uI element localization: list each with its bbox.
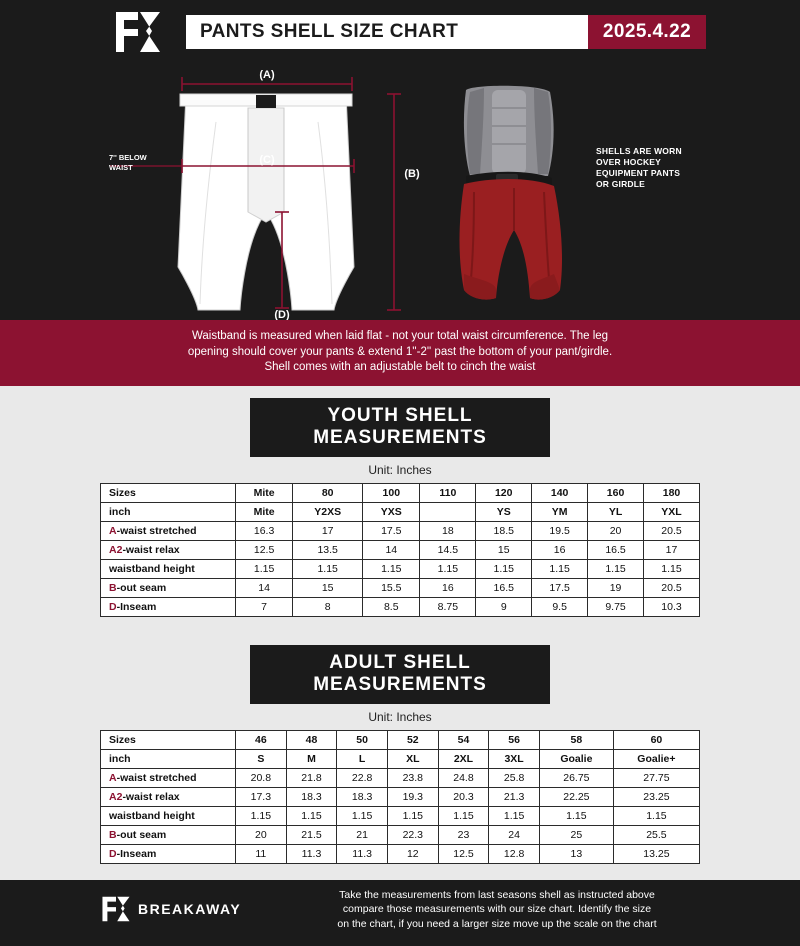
table-cell: 9.75 bbox=[588, 597, 644, 616]
table-cell: 14 bbox=[363, 540, 420, 559]
header bbox=[0, 0, 800, 62]
table-cell: 52 bbox=[387, 730, 438, 749]
table-cell: 25.8 bbox=[489, 768, 540, 787]
table-cell bbox=[420, 502, 476, 521]
row-label: Sizes bbox=[101, 483, 236, 502]
svg-text:WAIST: WAIST bbox=[109, 163, 133, 172]
table-cell: L bbox=[337, 749, 388, 768]
table-cell: 12.8 bbox=[489, 844, 540, 863]
table-cell: 17.3 bbox=[236, 787, 287, 806]
table-cell: YM bbox=[532, 502, 588, 521]
measurement-instructions-banner bbox=[0, 320, 800, 386]
table-cell: 21.3 bbox=[489, 787, 540, 806]
table-cell: YL bbox=[588, 502, 644, 521]
footer-line-1: Take the measurements from last seasons shell as instructed above bbox=[339, 888, 655, 901]
table-cell: 22.25 bbox=[539, 787, 613, 806]
table-cell: 14.5 bbox=[420, 540, 476, 559]
table-cell: 1.15 bbox=[387, 806, 438, 825]
shell-note bbox=[596, 146, 706, 190]
table-cell: 20.5 bbox=[644, 578, 700, 597]
table-cell: Mite bbox=[236, 502, 293, 521]
table-cell: 12.5 bbox=[438, 844, 489, 863]
table-cell: 1.15 bbox=[489, 806, 540, 825]
table-cell: 25.5 bbox=[613, 825, 699, 844]
diagram-area bbox=[0, 62, 800, 320]
table-cell: 1.15 bbox=[337, 806, 388, 825]
table-cell: 17.5 bbox=[532, 578, 588, 597]
youth-unit-label: Unit: Inches bbox=[0, 457, 800, 483]
table-cell: M bbox=[286, 749, 337, 768]
adult-measurements-table bbox=[100, 730, 700, 864]
table-cell: 22.3 bbox=[387, 825, 438, 844]
youth-measurements-table bbox=[100, 483, 700, 617]
table-cell: 17 bbox=[293, 521, 363, 540]
shell-note-line-2: OVER HOCKEY bbox=[596, 157, 662, 167]
table-cell: 3XL bbox=[489, 749, 540, 768]
table-cell: 8.75 bbox=[420, 597, 476, 616]
table-cell: 8.5 bbox=[363, 597, 420, 616]
svg-text:(D): (D) bbox=[274, 309, 290, 320]
table-cell: 160 bbox=[588, 483, 644, 502]
table-cell: 60 bbox=[613, 730, 699, 749]
table-cell: 7 bbox=[236, 597, 293, 616]
table-cell: 16.5 bbox=[476, 578, 532, 597]
youth-section bbox=[0, 386, 800, 633]
table-cell: 100 bbox=[363, 483, 420, 502]
row-label: D-Inseam bbox=[101, 844, 236, 863]
shell-note-line-3: EQUIPMENT PANTS bbox=[596, 168, 681, 178]
table-row bbox=[101, 540, 700, 559]
table-cell: 24.8 bbox=[438, 768, 489, 787]
table-row bbox=[101, 768, 700, 787]
footer bbox=[0, 880, 800, 946]
svg-text:(A): (A) bbox=[259, 69, 275, 81]
title-box bbox=[186, 15, 588, 49]
table-row bbox=[101, 749, 700, 768]
row-label-key: B bbox=[109, 828, 117, 841]
breakaway-b-logo-icon bbox=[112, 8, 164, 56]
shell-product-photo bbox=[430, 84, 590, 324]
row-label: D-Inseam bbox=[101, 597, 236, 616]
row-label-key: A2 bbox=[109, 790, 123, 803]
table-cell: 18 bbox=[420, 521, 476, 540]
row-label: Sizes bbox=[101, 730, 236, 749]
footer-line-2: compare those measurements with our size chart. Identify the size bbox=[342, 903, 652, 915]
table-cell: 20 bbox=[236, 825, 287, 844]
table-row bbox=[101, 502, 700, 521]
table-cell: 1.15 bbox=[286, 806, 337, 825]
table-cell: 80 bbox=[293, 483, 363, 502]
row-label: B-out seam bbox=[101, 578, 236, 597]
table-cell: 11 bbox=[236, 844, 287, 863]
row-label: A-waist stretched bbox=[101, 768, 236, 787]
table-cell: S bbox=[236, 749, 287, 768]
row-label: A2-waist relax bbox=[101, 787, 236, 806]
table-cell: 1.15 bbox=[613, 806, 699, 825]
table-cell: 21 bbox=[337, 825, 388, 844]
adult-unit-label: Unit: Inches bbox=[0, 704, 800, 730]
table-cell: 26.75 bbox=[539, 768, 613, 787]
table-cell: 18.5 bbox=[476, 521, 532, 540]
breakaway-b-logo-icon bbox=[100, 894, 132, 924]
table-cell: 1.15 bbox=[644, 559, 700, 578]
table-cell: YXL bbox=[644, 502, 700, 521]
shorts-line-drawing bbox=[96, 62, 436, 320]
table-cell: 20.5 bbox=[644, 521, 700, 540]
table-cell: 13.25 bbox=[613, 844, 699, 863]
row-label: inch bbox=[101, 502, 236, 521]
table-cell: 1.15 bbox=[539, 806, 613, 825]
table-cell: 12 bbox=[387, 844, 438, 863]
table-cell: Goalie+ bbox=[613, 749, 699, 768]
table-cell: 16.3 bbox=[236, 521, 293, 540]
table-cell: 18.3 bbox=[286, 787, 337, 806]
table-cell: 1.15 bbox=[363, 559, 420, 578]
table-cell: 19 bbox=[588, 578, 644, 597]
date-box bbox=[588, 15, 706, 49]
svg-text:(B): (B) bbox=[404, 168, 420, 180]
table-cell: 16 bbox=[420, 578, 476, 597]
table-cell: 15 bbox=[476, 540, 532, 559]
table-cell: 20.3 bbox=[438, 787, 489, 806]
table-cell: 21.8 bbox=[286, 768, 337, 787]
table-cell: 140 bbox=[532, 483, 588, 502]
table-cell: 1.15 bbox=[532, 559, 588, 578]
table-cell: YS bbox=[476, 502, 532, 521]
table-cell: 16 bbox=[532, 540, 588, 559]
table-cell: 20 bbox=[588, 521, 644, 540]
table-cell: 46 bbox=[236, 730, 287, 749]
banner-line-1: Waistband is measured when laid flat - not your total waist circumference. The leg bbox=[191, 330, 609, 342]
adult-section-title: ADULT SHELL MEASUREMENTS bbox=[250, 645, 550, 704]
table-cell: 50 bbox=[337, 730, 388, 749]
table-cell: 1.15 bbox=[236, 559, 293, 578]
table-cell: 22.8 bbox=[337, 768, 388, 787]
table-cell: 11.3 bbox=[337, 844, 388, 863]
table-cell: 1.15 bbox=[420, 559, 476, 578]
table-cell: 10.3 bbox=[644, 597, 700, 616]
adult-section bbox=[0, 633, 800, 880]
table-cell: Mite bbox=[236, 483, 293, 502]
footer-instructions bbox=[262, 888, 732, 932]
table-cell: 9.5 bbox=[532, 597, 588, 616]
footer-line-3: on the chart, if you need a larger size move up the scale on the chart bbox=[337, 917, 657, 930]
banner-line-3: Shell comes with an adjustable belt to cinch the waist bbox=[264, 361, 536, 373]
table-cell: 110 bbox=[420, 483, 476, 502]
table-cell: 19.5 bbox=[532, 521, 588, 540]
row-label: waistband height bbox=[101, 559, 236, 578]
table-cell: Goalie bbox=[539, 749, 613, 768]
table-cell: 19.3 bbox=[387, 787, 438, 806]
table-cell: XL bbox=[387, 749, 438, 768]
row-label-key: A bbox=[109, 771, 117, 784]
table-cell: 1.15 bbox=[588, 559, 644, 578]
table-cell: 9 bbox=[476, 597, 532, 616]
table-row bbox=[101, 787, 700, 806]
table-row bbox=[101, 578, 700, 597]
table-cell: 8 bbox=[293, 597, 363, 616]
table-cell: 17.5 bbox=[363, 521, 420, 540]
table-cell: 17 bbox=[644, 540, 700, 559]
footer-brand: BREAKAWAY bbox=[138, 900, 242, 917]
table-cell: 58 bbox=[539, 730, 613, 749]
row-label: A-waist stretched bbox=[101, 521, 236, 540]
table-cell: 15.5 bbox=[363, 578, 420, 597]
table-cell: 27.75 bbox=[613, 768, 699, 787]
row-label-key: D bbox=[109, 600, 117, 613]
table-cell: 25 bbox=[539, 825, 613, 844]
youth-section-title: YOUTH SHELL MEASUREMENTS bbox=[250, 398, 550, 457]
row-label-key: B bbox=[109, 581, 117, 594]
table-cell: 2XL bbox=[438, 749, 489, 768]
table-row bbox=[101, 825, 700, 844]
table-row bbox=[101, 483, 700, 502]
table-cell: 54 bbox=[438, 730, 489, 749]
table-cell: 24 bbox=[489, 825, 540, 844]
table-cell: 11.3 bbox=[286, 844, 337, 863]
table-row bbox=[101, 597, 700, 616]
table-cell: 12.5 bbox=[236, 540, 293, 559]
table-cell: 56 bbox=[489, 730, 540, 749]
svg-text:(C): (C) bbox=[259, 154, 275, 166]
page-title: PANTS SHELL SIZE CHART bbox=[200, 21, 459, 42]
banner-line-2: opening should cover your pants & extend 1''-2'' past the bottom of your pant/girdle. bbox=[187, 345, 613, 358]
shell-note-line-1: SHELLS ARE WORN bbox=[596, 146, 682, 156]
svg-text:7'' BELOW: 7'' BELOW bbox=[109, 153, 147, 162]
table-row bbox=[101, 559, 700, 578]
row-label: B-out seam bbox=[101, 825, 236, 844]
table-cell: 48 bbox=[286, 730, 337, 749]
table-row bbox=[101, 806, 700, 825]
table-cell: 20.8 bbox=[236, 768, 287, 787]
table-cell: 13.5 bbox=[293, 540, 363, 559]
table-cell: 21.5 bbox=[286, 825, 337, 844]
table-row bbox=[101, 730, 700, 749]
table-row bbox=[101, 521, 700, 540]
row-label: waistband height bbox=[101, 806, 236, 825]
row-label-key: A2 bbox=[109, 543, 123, 556]
shell-note-line-4: OR GIRDLE bbox=[596, 179, 646, 189]
table-cell: 23 bbox=[438, 825, 489, 844]
table-cell: 23.8 bbox=[387, 768, 438, 787]
chart-date: 2025.4.22 bbox=[602, 21, 692, 42]
table-cell: 1.15 bbox=[438, 806, 489, 825]
table-cell: 16.5 bbox=[588, 540, 644, 559]
table-cell: 1.15 bbox=[236, 806, 287, 825]
table-cell: 180 bbox=[644, 483, 700, 502]
row-label: inch bbox=[101, 749, 236, 768]
table-cell: 13 bbox=[539, 844, 613, 863]
row-label: A2-waist relax bbox=[101, 540, 236, 559]
table-cell: 14 bbox=[236, 578, 293, 597]
table-cell: 1.15 bbox=[476, 559, 532, 578]
table-cell: 15 bbox=[293, 578, 363, 597]
table-cell: 120 bbox=[476, 483, 532, 502]
table-cell: Y2XS bbox=[293, 502, 363, 521]
table-cell: YXS bbox=[363, 502, 420, 521]
row-label-key: D bbox=[109, 847, 117, 860]
table-cell: 18.3 bbox=[337, 787, 388, 806]
row-label-key: A bbox=[109, 524, 117, 537]
table-cell: 23.25 bbox=[613, 787, 699, 806]
table-row bbox=[101, 844, 700, 863]
table-cell: 1.15 bbox=[293, 559, 363, 578]
